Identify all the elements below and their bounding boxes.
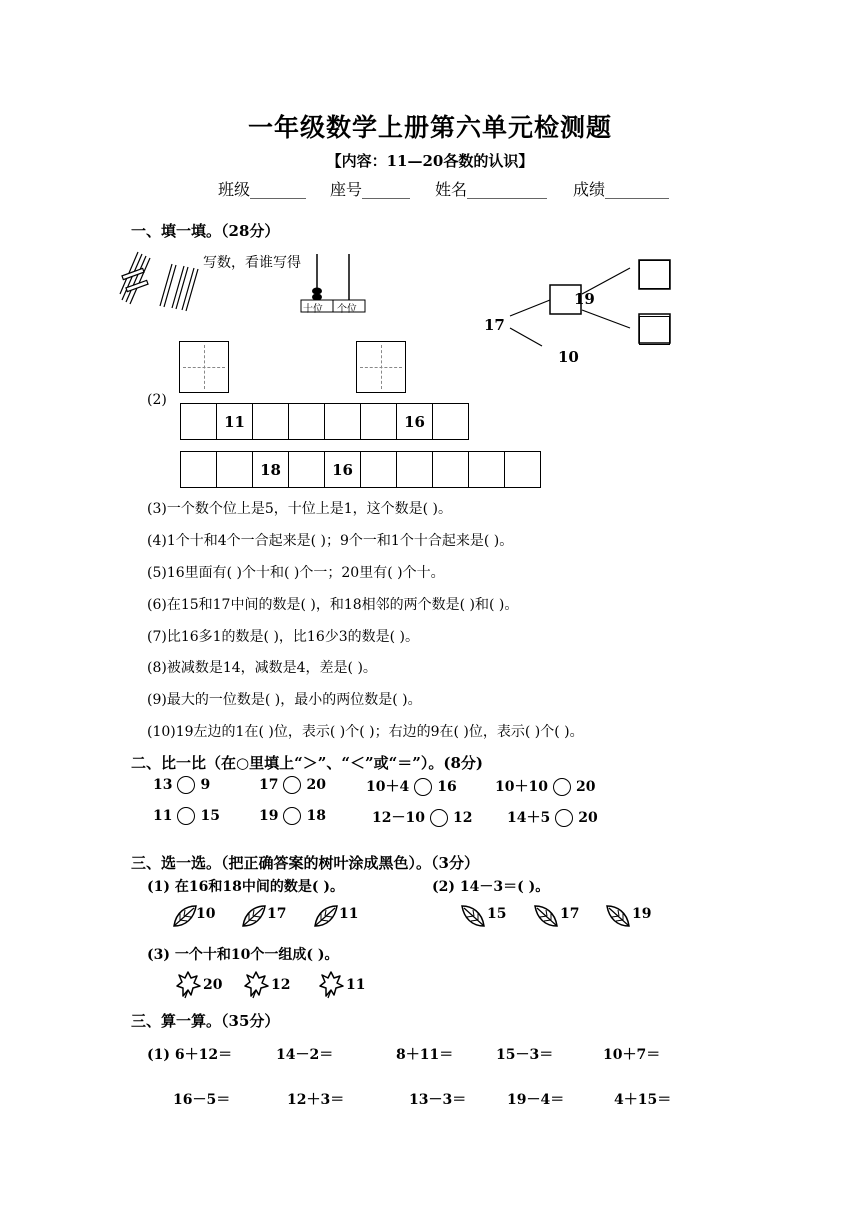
leaf-icon[interactable]	[172, 904, 198, 930]
math-item: 19－4＝	[507, 1092, 565, 1108]
option-label: 12	[271, 977, 291, 993]
abacus-label-ones: 个位	[337, 304, 357, 315]
seq-cell[interactable]	[180, 403, 217, 440]
compare-circle[interactable]	[430, 809, 448, 827]
seq-cell[interactable]	[216, 451, 253, 488]
math-item: (1) 6＋12＝	[147, 1047, 233, 1063]
question-9: (9)最大的一位数是( )，最小的两位数是( )。	[147, 692, 422, 708]
seq-cell[interactable]: 11	[216, 403, 253, 440]
math-item: 13－3＝	[409, 1092, 467, 1108]
seq-cell[interactable]	[180, 451, 217, 488]
question-8: (8)被减数是14，减数是4，差是( )。	[147, 660, 377, 676]
question-3: (3)一个数个位上是5，十位上是1，这个数是( )。	[147, 501, 453, 517]
class-field: 班级_______	[218, 180, 307, 199]
seat-field: 座号______	[330, 180, 411, 199]
page-subtitle: 【内容：11—20各数的认识】	[326, 152, 534, 170]
page-title: 一年级数学上册第六单元检测题	[247, 113, 612, 142]
compare-circle[interactable]	[555, 809, 573, 827]
math-item: 12＋3＝	[287, 1092, 345, 1108]
seq-cell[interactable]: 16	[396, 403, 433, 440]
q1-text: 写数，看谁写得	[203, 255, 301, 271]
question-6: (6)在15和17中间的数是( )，和18相邻的两个数是( )和( )。	[147, 597, 519, 613]
compare-item: 14＋5 20	[507, 810, 598, 826]
choice-q3: (3) 一个十和10个一组成( )。	[147, 947, 339, 963]
compare-circle[interactable]	[414, 778, 432, 796]
math-item: 8＋11＝	[396, 1047, 454, 1063]
leaf-icon[interactable]	[605, 904, 631, 930]
section3-title: 三、选一选。（把正确答案的树叶涂成黑色）。（3分）	[131, 854, 479, 872]
maple-leaf-icon[interactable]	[175, 970, 203, 1000]
compare-circle[interactable]	[283, 807, 301, 825]
question-10: (10)19左边的1在( )位，表示( )个( )；右边的9在( )位，表示( )个( )。	[147, 724, 584, 740]
choice-q2: (2) 14－3＝( )。	[432, 879, 550, 895]
compare-circle[interactable]	[177, 776, 195, 794]
maple-leaf-icon[interactable]	[318, 970, 346, 1000]
compare-item: 10＋10 20	[495, 779, 596, 795]
seq-cell[interactable]	[396, 451, 433, 488]
seq-cell[interactable]	[360, 451, 397, 488]
compare-item: 10＋4 16	[366, 779, 457, 795]
compare-circle[interactable]	[553, 778, 571, 796]
option-label: 19	[632, 906, 652, 922]
option-label: 11	[346, 977, 366, 993]
section1-title: 一、填一填。（28分）	[131, 222, 280, 240]
maple-leaf-icon[interactable]	[243, 970, 271, 1000]
math-item: 15－3＝	[496, 1047, 554, 1063]
math-item: 10＋7＝	[603, 1047, 661, 1063]
choice-q1: (1) 在16和18中间的数是( )。	[147, 879, 344, 895]
option-label: 10	[196, 906, 216, 922]
abacus-label-tens: 十位	[303, 304, 323, 315]
writing-box-1[interactable]	[179, 341, 229, 393]
compare-item: 12－10 12	[372, 810, 473, 826]
number-sequence-row-1	[181, 403, 469, 440]
tree-root-number: 17	[484, 316, 505, 334]
section2-title: 二、比一比（在○里填上“＞”、“＜”或“＝”）。(8分)	[131, 754, 483, 772]
seq-cell[interactable]	[504, 451, 541, 488]
number-sequence-row-2	[181, 451, 541, 488]
option-label: 11	[339, 906, 359, 922]
q2-label: (2)	[147, 392, 167, 408]
seq-cell[interactable]	[288, 451, 325, 488]
seq-cell[interactable]	[324, 403, 361, 440]
question-4: (4)1个十和4个一合起来是( )；9个一和1个十合起来是( )。	[147, 533, 514, 549]
seq-cell[interactable]	[288, 403, 325, 440]
sticks-bundle-icon	[118, 248, 198, 313]
writing-box-2[interactable]	[356, 341, 406, 393]
option-label: 15	[487, 906, 507, 922]
question-5: (5)16里面有( )个十和( )个一；20里有( )个十。	[147, 565, 445, 581]
compare-item: 19 18	[259, 808, 326, 824]
question-7: (7)比16多1的数是( )，比16少3的数是( )。	[147, 629, 420, 645]
math-item: 4＋15＝	[614, 1092, 672, 1108]
compare-circle[interactable]	[283, 776, 301, 794]
option-label: 17	[267, 906, 287, 922]
tree-mid-number: 19	[574, 290, 595, 308]
score-field: 成绩________	[573, 180, 670, 199]
seq-cell[interactable]	[432, 403, 469, 440]
seq-cell[interactable]	[468, 451, 505, 488]
leaf-icon[interactable]	[313, 904, 339, 930]
leaf-icon[interactable]	[533, 904, 559, 930]
compare-item: 17 20	[259, 777, 326, 793]
tree-answer-box-2[interactable]	[639, 316, 670, 345]
option-label: 20	[203, 977, 223, 993]
tree-answer-box-1[interactable]	[639, 260, 670, 289]
seq-cell[interactable]: 16	[324, 451, 361, 488]
option-label: 17	[560, 906, 580, 922]
seq-cell[interactable]	[252, 403, 289, 440]
name-field: 姓名__________	[435, 180, 548, 199]
math-item: 14－2＝	[276, 1047, 334, 1063]
compare-item: 11 15	[153, 808, 220, 824]
seq-cell[interactable]: 18	[252, 451, 289, 488]
leaf-icon[interactable]	[241, 904, 267, 930]
tree-bottom-number: 10	[558, 348, 579, 366]
leaf-icon[interactable]	[460, 904, 486, 930]
section4-title: 三、算一算。（35分）	[131, 1012, 280, 1030]
seq-cell[interactable]	[360, 403, 397, 440]
compare-circle[interactable]	[177, 807, 195, 825]
compare-item: 13 9	[153, 777, 211, 793]
math-item: 16－5＝	[173, 1092, 231, 1108]
seq-cell[interactable]	[432, 451, 469, 488]
